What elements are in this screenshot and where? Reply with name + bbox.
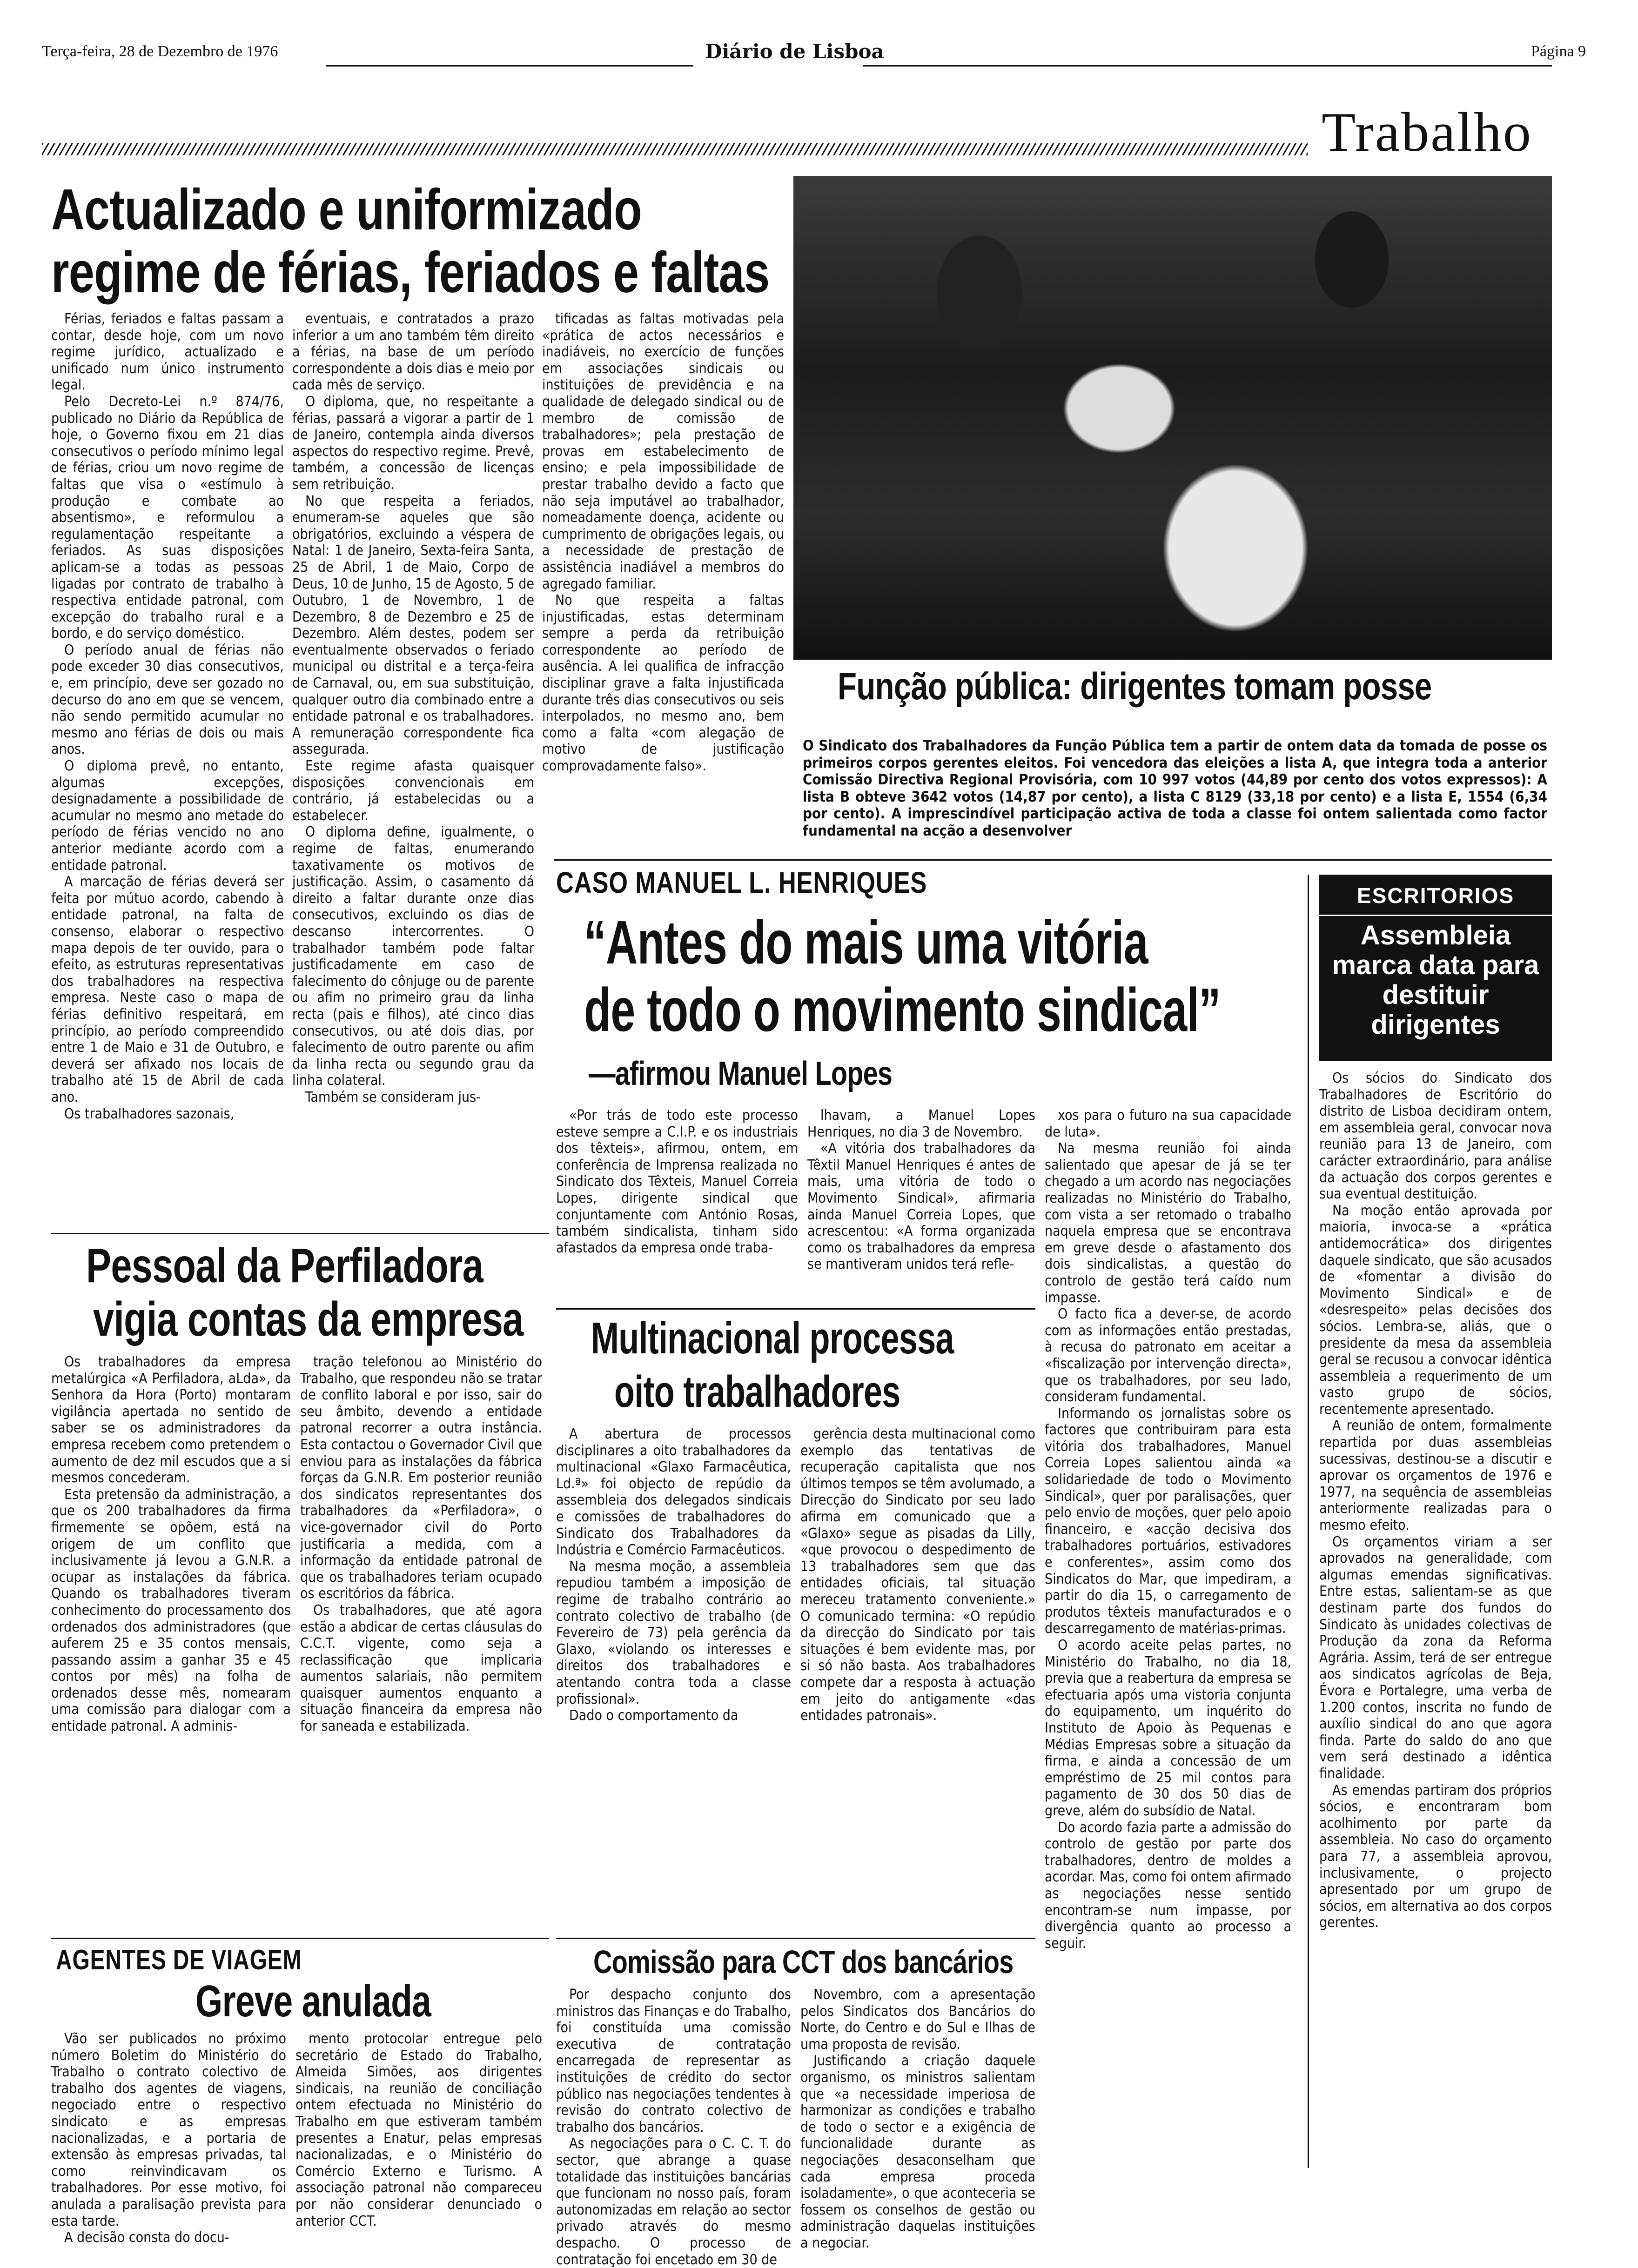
escritorios-headline: Assembleia marca data para destituir dirigentes (1332, 920, 1539, 1040)
caso-headline-line2: de todo o movimento sindical” (584, 976, 1221, 1044)
comissao-headline: Comissão para CCT dos bancários (593, 1944, 1014, 1980)
header-rule-left (326, 65, 693, 67)
caso-kicker: CASO MANUEL L. HENRIQUES (556, 866, 927, 899)
ferias-column-3: tificadas as faltas motivadas pela «prática de actos necessários e inadiáveis, no exercício de funções em associações sindicais ou instituições de previdência e na qualidade de delegado sindical ou de membro de comissão de trabalhadores»; pela prestação de provas em estabelecimento de ensino; e pela impossibilidade de prestar trabalho devido a facto que não seja imputável ao trabalhador, nomeadamente doença, acidente ou cumprimento de obrigações legais, ou a necessidade de prestação de assistência inadiável a membros do agregado familiar. No que respeita a faltas injustificadas, estas determinam sempre a perda da retribuição correspondente ao período de ausência. A lei qualifica de infracção disciplinar grave a falta injustificada durante três dias consecutivos ou seis interpolados, no mesmo ano, bem como a falta «com alegação de motivo de justificação comprovadamente falso». (542, 311, 784, 775)
ferias-headline-line2: regime de férias, feriados e faltas (51, 241, 770, 305)
ferias-column-2: eventuais, e contratados a prazo inferior a um ano também têm direito a férias, na base de um período correspondente a dois dias e meio por cada mês de serviço. O diploma, que, no respeitante a férias, passará a vigorar a partir de 1 de Janeiro, contempla ainda diversos aspectos do respectivo regime. Prevê, também, a concessão de licenças sem retribuição. No que respeita a feriados, enumeram-se aqueles que são obrigatórios, excluindo a véspera de Natal: 1 de Janeiro, Sexta-feira Santa, 25 de Abril, 1 de Maio, Corpo de Deus, 10 de Junho, 15 de Agosto, 5 de Outubro, 1 de Novembro, 1 de Dezembro, 8 de Dezembro e 25 de Dezembro. Além destes, podem ser eventualmente observados o feriado municipal ou distrital e a terça-feira de Carnaval, ou, em sua substituição, qualquer outro dia combinado entre a entidade patronal e os trabalhadores. A remuneração correspondente fica assegurada. Este regime afasta quaisquer disposições convencionais em contrário, já estabelecidas ou a estabelecer. O diploma define, igualmente, o regime de faltas, enumerando taxativamente os motivos de justificação. Assim, o casamento dá direito a faltar durante onze dias consecutivos, excluindo os dias de descanso intercorrentes. O trabalhador também pode faltar justificadamente em caso de falecimento do cônjuge ou de parente ou afim no primeiro grau da linha recta (pais e filhos), até cinco dias consecutivos, ou até dois dias, por falecimento de outro parente ou afim da linha recta ou segundo grau da linha colateral. Também se consideram jus- (292, 311, 534, 1105)
section-banner-hatch (42, 143, 1308, 155)
agentes-column-1: Vão ser publicados no próximo número Boletim do Ministério do Trabalho o contrato colectivo de trabalho dos agentes de viagens, negociado entre o respectivo sindicato e as empresas nacionalizadas, e a portaria de extensão às empresas privadas, tal como reinvindicavam os trabalhadores. Por esse motivo, foi anulada a paralisação prevista para esta tarde. A decisão consta do docu- (51, 2031, 286, 2246)
perfiladora-column-1: Os trabalhadores da empresa metalúrgica «A Perfiladora, aLda», da Senhora da Hora (Porto) montaram vigilância apertada no sentido de saber se os administradores da empresa recebem como pretendem o aumento de dez mil escudos que a si mesmos concederam. Esta pretensão da administração, a que os 200 trabalhadores da firma firmemente se opõem, está na origem de um conflito que inclusivamente já levou a G.N.R. a ocupar as instalações da fábrica. Quando os trabalhadores tiveram conhecimento do processamento dos ordenados dos administradores (que auferem 25 e 35 contos mensais, passando assim a ganhar 35 e 45 contos por mês) na folha de ordenados desse mês, nomearam uma comissão para dialogar com a entidade patronal. A adminis- (51, 1354, 291, 1735)
perfiladora-top-rule (51, 1233, 549, 1234)
escritorios-body: Os sócios do Sindicato dos Trabalhadores de Escritório do distrito de Lisboa decidiram ontem, em assembleia geral, convocar nova reunião para 13 de Janeiro, com carácter extraordinário, para análise da actuação dos corpos gerentes e sua eventual destituição. Na moção então aprovada por maioria, invoca-se a «prática antidemocrática» dos dirigentes daquele sindicato, que são acusados de «fomentar a divisão do Movimento Sindical» e de «desrespeito» pelas decisões dos sócios. Lembra-se, aliás, que o presidente da mesa da assembleia geral se recusou a convocar idêntica assembleia a requerimento de um vasto grupo de sócios, recentemente apresentado. A reunião de ontem, formalmente repartida por duas assembleias sucessivas, destinou-se a discutir e aprovar os orçamentos de 1976 e 1977, na sequência de assembleias anteriormente realizadas para o mesmo efeito. Os orçamentos viriam a ser aprovados na generalidade, com algumas emendas significativas. Entre estas, salientam-se as que destinam parte dos fundos do Sindicato às unidades colectivas de Produção da zona da Reforma Agrária. Assim, terá de ser entregue aos sindicatos agrícolas de Beja, Évora e Portalegre, uma verba de 1.200 contos, inscrita no fundo de auxílio sindical do ano que agora finda. Parte do saldo do ano que vem será destinado a idêntica finalidade. As emendas partiram dos próprios sócios, e encontraram bom acolhimento por parte da assembleia. No caso do orçamento para 77, a assembleia aprovou, inclusivamente, o projecto apresentado por um grupo de sócios, em alternativa ao dos corpos gerentes. (1319, 1070, 1552, 1931)
multinacional-headline-line2: oito trabalhadores (614, 1367, 900, 1417)
escritorios-header-rule (1319, 915, 1552, 916)
perfiladora-column-2: tração telefonou ao Ministério do Trabalho, que respondeu não se tratar de conflito laboral e por isso, sair do seu âmbito, devendo a entidade patronal recorrer a outra instância. Esta contactou o Governador Civil que enviou para as instalações da fábrica forças da G.N.R. Em posterior reunião dos sindicatos representantes dos trabalhadores da «Perfiladora», o vice-governador civil do Porto justificaria a medida, com a informação da entidade patronal de que os trabalhadores teriam ocupado os escritórios da fábrica. Os trabalhadores, que até agora estão a abdicar de certas cláusulas do C.C.T. vigente, como seja a reclassificação que implicaria aumentos salariais, não permitem quaisquer aumentos enquanto a situação financeira da empresa não for saneada e estabilizada. (300, 1354, 542, 1735)
ferias-column-1: Férias, feriados e faltas passam a contar, desde hoje, com um novo regime jurídico, actualizado e unificado num único instrumento legal. Pelo Decreto-Lei n.º 874/76, publicado no Diário da República de hoje, o Governo fixou em 21 dias consecutivos o período mínimo legal de férias, criou um novo regime de faltas que visa o «estímulo à produção e combate ao absentismo», e reformulou a regulamentação respeitante a feriados. As suas disposições aplicam-se a todas as pessoas ligadas por contrato de trabalho à respectiva entidade patronal, com excepção do trabalho rural e a bordo, e do serviço doméstico. O período anual de férias não pode exceder 30 dias consecutivos, e, em princípio, deve ser gozado no decurso do ano em que se vencem, não sendo permitido acumular no mesmo ano férias de dois ou mais anos. O diploma prevê, no entanto, algumas excepções, designadamente a possibilidade de acumular no mesmo ano metade do período de férias vencido no ano anterior mediante acordo com a entidade patronal. A marcação de férias deverá ser feita por mútuo acordo, cabendo à entidade patronal, na falta de consenso, elaborar o respectivo mapa depois de ter ouvido, para o efeito, as estruturas representativas dos trabalhadores na respectiva empresa. Neste caso o mapa de férias definitivo respeitará, em princípio, ao período compreendido entre 1 de Maio e 31 de Outubro, e deverá ser afixado nos locais de trabalho até 15 de Abril de cada ano. Os trabalhadores sazonais, (51, 311, 284, 1122)
caso-subhead: —afirmou Manuel Lopes (589, 1055, 893, 1092)
funcao-bottom-rule (554, 859, 1552, 861)
funcao-headline: Função pública: dirigentes tomam posse (838, 665, 1432, 708)
agentes-column-2: mento protocolar entregue pelo secretário de Estado do Trabalho, Almeida Simões, aos dirigentes sindicais, na reunião de conciliação ontem efectuada no Ministério do Trabalho em que estiveram também presentes a Enatur, pelas empresas nacionalizadas, e o Ministério do Comércio Externo e Turismo. A associação patronal não compareceu por não considerar denunciado o anterior CCT. (295, 2031, 542, 2229)
agentes-top-rule (51, 1938, 549, 1939)
perfiladora-headline-line1: Pessoal da Perfiladora (86, 1239, 483, 1293)
perfiladora-headline-line2: vigia contas da empresa (93, 1292, 524, 1346)
issue-date: Terça-feira, 28 de Dezembro de 1976 (42, 43, 278, 60)
caso-column-2: lhavam, a Manuel Lopes Henriques, no dia 3 de Novembro. «A vitória dos trabalhadores da Têxtil Manuel Henriques é antes de mais, uma vitória de todo o Movimento Sindical», afirmaria ainda Manuel Correia Lopes, que acrescentou: «A forma organizada como os trabalhadores da empresa se mantiveram unidos terá refle- (807, 1107, 1035, 1273)
funcao-lead: O Sindicato dos Trabalhadores da Função Pública tem a partir de ontem data da tomada de posse os primeiros corpos gerentes eleitos. Foi vencedora das eleições a lista A, que integra toda a anterior Comissão Directiva Regional Provisória, com 10 997 votos (44,89 por cento dos votos expressos): A lista B obteve 3642 votos (14,87 por cento), a lista C 8129 (33,18 por cento) e a lista E, 1554 (6,34 por cento). A imprescindível participação activa de toda a classe foi ontem salientada como factor fundamental na acção a desenvolver (803, 737, 1547, 839)
agentes-kicker: AGENTES DE VIAGEM (56, 1944, 302, 1975)
escritorios-divider (1308, 875, 1309, 2168)
escritorios-kicker: ESCRITORIOS (1356, 883, 1515, 908)
escritorios-header-box (1319, 875, 1552, 1061)
section-title: Trabalho (1322, 101, 1532, 163)
comissao-top-rule (556, 1938, 1035, 1939)
ferias-headline-line1: Actualizado e uniformizado (51, 178, 642, 242)
agentes-headline: Greve anulada (195, 1976, 431, 2026)
comissao-column-1: Por despacho conjunto dos ministros das Finanças e do Trabalho, foi constituída uma comissão executiva de contratação encarregada de representar as instituições de crédito do sector público nas negociações tendentes à revisão do contrato colectivo de trabalho dos bancários. As negociações para o C. C. T. do sector, que abrange a quase totalidade das instituições bancárias que funcionam no nosso país, foram autonomizadas em relação ao sector privado através do mesmo despacho. O processo de contratação foi encetado em 30 de (556, 1987, 791, 2268)
caso-column-3: xos para o futuro na sua capacidade de luta». Na mesma reunião foi ainda salientado que apesar de já se ter chegado a um acordo nas negociações realizadas no Ministério do Trabalho, com vista a ser retomado o trabalho naquela empresa que se encontrava em greve desde o afastamento dos dois sindicalistas, a questão do controlo de gestão terá caído num impasse. O facto fica a dever-se, de acordo com as informações então prestadas, à recusa do patronato em aceitar a «fiscalização por intervenção directa», que os trabalhadores, por seu lado, consideram fundamental. Informando os jornalistas sobre os factores que contribuiram para esta vitória dos trabalhadores, Manuel Correia Lopes salientou ainda «a solidariedade de todo o Movimento Sindical», quer por paralisações, quer pelo envio de moções, quer pelo apoio financeiro, e «acção decisiva dos trabalhadores portuários, estivadores e conferentes», assim como dos Sindicatos do Mar, que impediram, a partir do dia 15, o carregamento de produtos têxteis manufacturados e o descarregamento de matérias-primas. O acordo aceite pelas partes, no Ministério do Trabalho, no dia 18, previa que a reabertura da empresa se efectuaria após uma vistoria conjunta do equipamento, um inquérito do Instituto de Apoio às Pequenas e Médias Empresas sobre a situação da firma, e ainda a concessão de um empréstimo de 25 mil contos para pagamento de 30 dos 50 dias de greve, além do subsídio de Natal. Do acordo fazia parte a admissão do controlo de gestão por parte dos trabalhadores, dentro de moldes a acordar. Mas, como foi ontem afirmado as negociações nesse sentido encontram-se num impasse, por divergência quanto ao processo a seguir. (1045, 1107, 1291, 1952)
news-photo-signing-ceremony (793, 176, 1552, 660)
comissao-column-2: Novembro, com a apresentação pelos Sindicatos dos Bancários do Norte, do Centro e do Sul e Ilhas de uma proposta de revisão. Justificando a criação daquele organismo, os ministros salientam que «a necessidade imperiosa de harmonizar as condições e trabalho de todo o sector e a exigência de funcionalidade durante as negociações desaconselham que cada empresa proceda isoladamente», o que aconteceria se fossem os conselhos de gestão ou administração daquelas instituições a negociar. (800, 1987, 1035, 2251)
header-rule-right (863, 65, 1552, 67)
multinacional-top-rule (556, 1308, 1035, 1310)
newspaper-name: Diário de Lisboa (705, 40, 884, 63)
multinacional-column-1: A abertura de processos disciplinares a oito trabalhadores da multinacional «Glaxo Farmacêutica, Ld.ª» foi objecto de repúdio da assembleia dos delegados sindicais e comissões de trabalhadores do Sindicato dos Trabalhadores da Indústria e Comércio Farmacêuticos. Na mesma moção, a assembleia repudiou também a imposição de regime de trabalho contrário ao contrato colectivo de trabalho (de Fevereiro de 73) pela gerência da Glaxo, «violando os interesses e direitos dos trabalhadores e atentando contra toda a classe profissional». Dado o comportamento da (556, 1426, 791, 1724)
caso-column-1: «Por trás de todo este processo esteve sempre a C.I.P. e os industriais dos têxteis», afirmou, ontem, em conferência de Imprensa realizada no Sindicato dos Têxteis, Manuel Correia Lopes, dirigente sindical que conjuntamente com António Rosas, também sindicalista, tinham sido afastados da empresa onde traba- (556, 1107, 798, 1256)
caso-headline-line1: “Antes do mais uma vitória (584, 908, 1148, 977)
multinacional-column-2: gerência desta multinacional como exemplo das tentativas de recuperação capitalista que nos últimos tempos se têm avolumado, a Direcção do Sindicato por seu lado afirma em comunicado que a «Glaxo» segue as pisadas da Lilly, «que provocou o despedimento de 13 trabalhadores sem que das entidades oficiais, tal situação mereceu tratamento conveniente.» O comunicado termina: «O repúdio da direcção do Sindicato por tais situações é bem evidente mas, por si só não basta. Aos trabalhadores compete dar a resposta à actuação em jeito do antigamente «das entidades patronais». (800, 1426, 1035, 1724)
page-number: Página 9 (1531, 43, 1586, 60)
multinacional-headline-line1: Multinacional processa (591, 1313, 954, 1363)
